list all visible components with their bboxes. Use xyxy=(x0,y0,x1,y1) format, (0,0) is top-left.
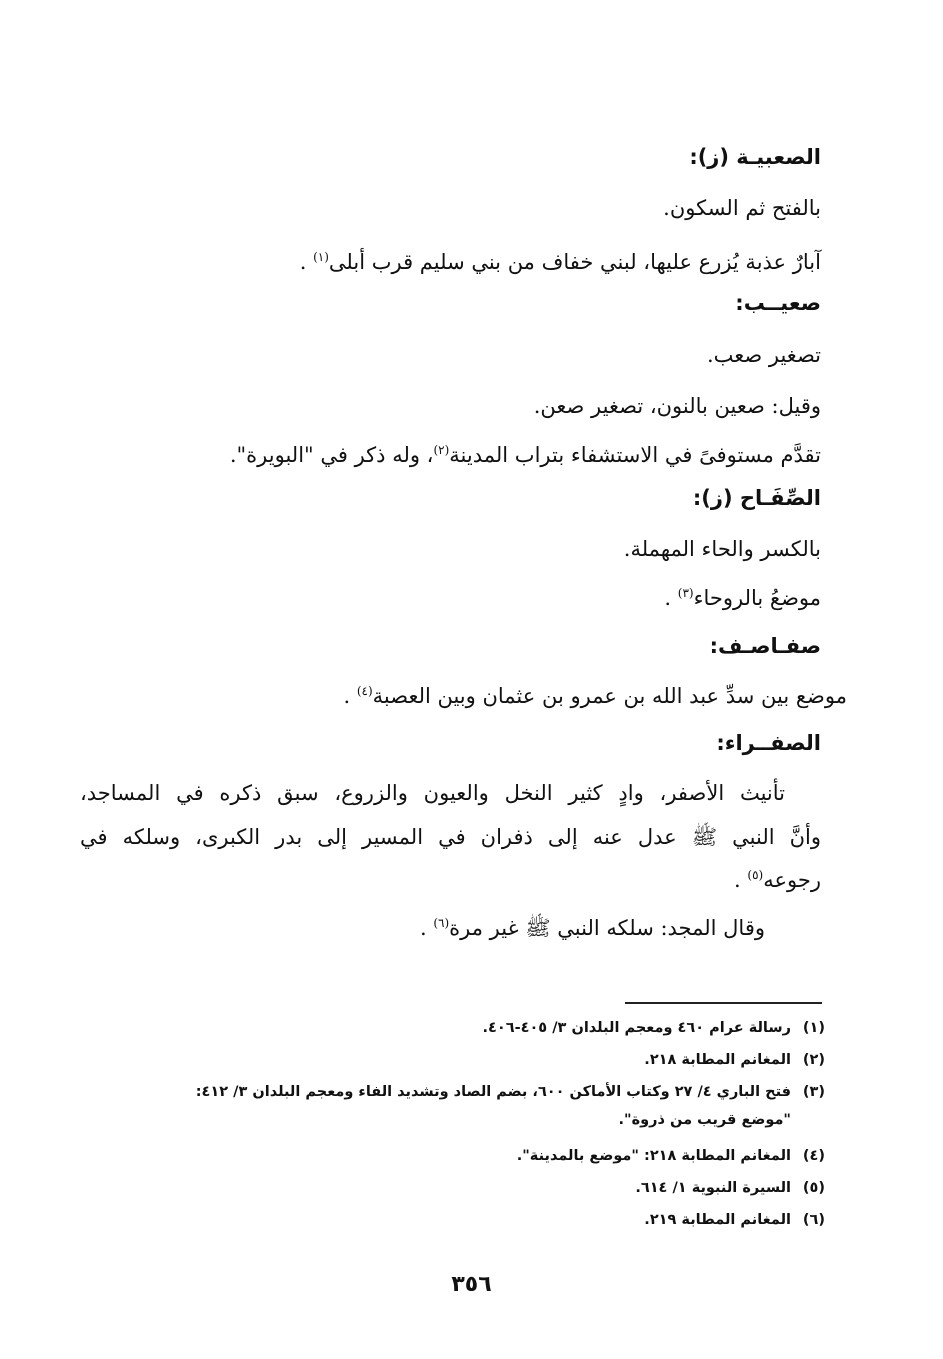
entry-line xyxy=(343,682,847,710)
line-text: رجوعه xyxy=(763,868,821,892)
line-text: تقدَّم مستوفىً في الاستشفاء بتراب المدينة xyxy=(449,443,821,467)
footnote-ref[interactable]: (٥) xyxy=(747,868,764,882)
footnote-ref[interactable]: (٦) xyxy=(433,916,450,930)
footnote-ref[interactable]: (٢) xyxy=(433,443,450,457)
entry-heading: الصِّفَـاح (ز): xyxy=(692,486,821,510)
entry-line xyxy=(230,441,821,469)
line-end: . xyxy=(299,250,307,274)
footnote-number: (٥) xyxy=(802,1180,825,1196)
footnote-text: المغانم المطابة ٢١٨. xyxy=(644,1052,791,1068)
line-end: . xyxy=(419,916,427,940)
footnote-number: (٦) xyxy=(802,1212,825,1228)
footnote-text: السيرة النبوية ١/ ٦١٤. xyxy=(635,1180,791,1196)
entry-line: تأنيث الأصفر، وادٍ كثير النخل والعيون والزروع، سبق ذكره في المساجد، xyxy=(80,781,785,805)
footnote-text: المغانم المطابة ٢١٨: "موضع بالمدينة". xyxy=(516,1148,791,1164)
footnote-ref[interactable]: (٣) xyxy=(677,586,694,600)
entry-line: بالكسر والحاء المهملة. xyxy=(623,537,821,561)
entry-line: وأنَّ النبي ﷺ عدل عنه إلى ذفران في المسير إلى بدر الكبرى، وسلكه في xyxy=(80,825,821,849)
entry-heading: الصعبيـة (ز): xyxy=(689,145,821,169)
line-end: . xyxy=(734,868,741,892)
entry-line: بالفتح ثم السكون. xyxy=(663,196,821,220)
footnote xyxy=(517,1146,825,1166)
line-end: ، وله ذكر في "البويرة". xyxy=(229,443,434,467)
line-text: موضع بين سدِّ عبد الله بن عمرو بن عثمان وبين العصبة xyxy=(372,684,847,708)
entry-heading: صفـاصـف: xyxy=(709,634,821,658)
footnote xyxy=(635,1178,825,1198)
entry-line: وقيل: صعين بالنون، تصغير صعن. xyxy=(533,394,821,418)
entry-line xyxy=(420,914,765,942)
footnote-number: (٤) xyxy=(802,1148,825,1164)
entry-line: تصغير صعب. xyxy=(706,343,821,367)
entry-heading: الصفــراء: xyxy=(716,731,821,755)
footnote xyxy=(483,1018,826,1038)
footnote xyxy=(644,1050,825,1070)
line-text: آبارٌ عذبة يُزرع عليها، لبني خفاف من بني سليم قرب أبلى xyxy=(328,250,821,274)
footnote-number: (١) xyxy=(802,1020,825,1036)
footnote-continuation: "موضع قريب من ذروة". xyxy=(618,1112,791,1128)
footnote-divider xyxy=(625,1002,822,1004)
footnote-text: المغانم المطابة ٢١٩. xyxy=(644,1212,791,1228)
footnote-text: فتح الباري ٤/ ٢٧ وكتاب الأماكن ٦٠٠، بضم الصاد وتشديد الفاء ومعجم البلدان ٣/ ٤١٢: xyxy=(195,1084,791,1100)
footnote-number: (٢) xyxy=(802,1052,825,1068)
footnote-number: (٣) xyxy=(802,1084,825,1100)
line-text: موضعُ بالروحاء xyxy=(693,586,821,610)
footnote-ref[interactable]: (١) xyxy=(313,250,329,264)
entry-line xyxy=(734,866,821,894)
entry-line xyxy=(664,584,821,612)
line-text: وقال المجد: سلكه النبي ﷺ غير مرة xyxy=(449,916,765,940)
line-end: . xyxy=(664,586,672,610)
entry-heading: صعيــب: xyxy=(735,291,821,315)
footnote xyxy=(196,1082,825,1102)
line-end: . xyxy=(343,684,351,708)
entry-line xyxy=(300,248,821,276)
footnote xyxy=(644,1210,825,1230)
footnote-text: رسالة عرام ٤٦٠ ومعجم البلدان ٣/ ٤٠٥-٤٠٦. xyxy=(482,1020,791,1036)
page-number: ٣٥٦ xyxy=(451,1272,492,1297)
footnote-ref[interactable]: (٤) xyxy=(356,684,373,698)
